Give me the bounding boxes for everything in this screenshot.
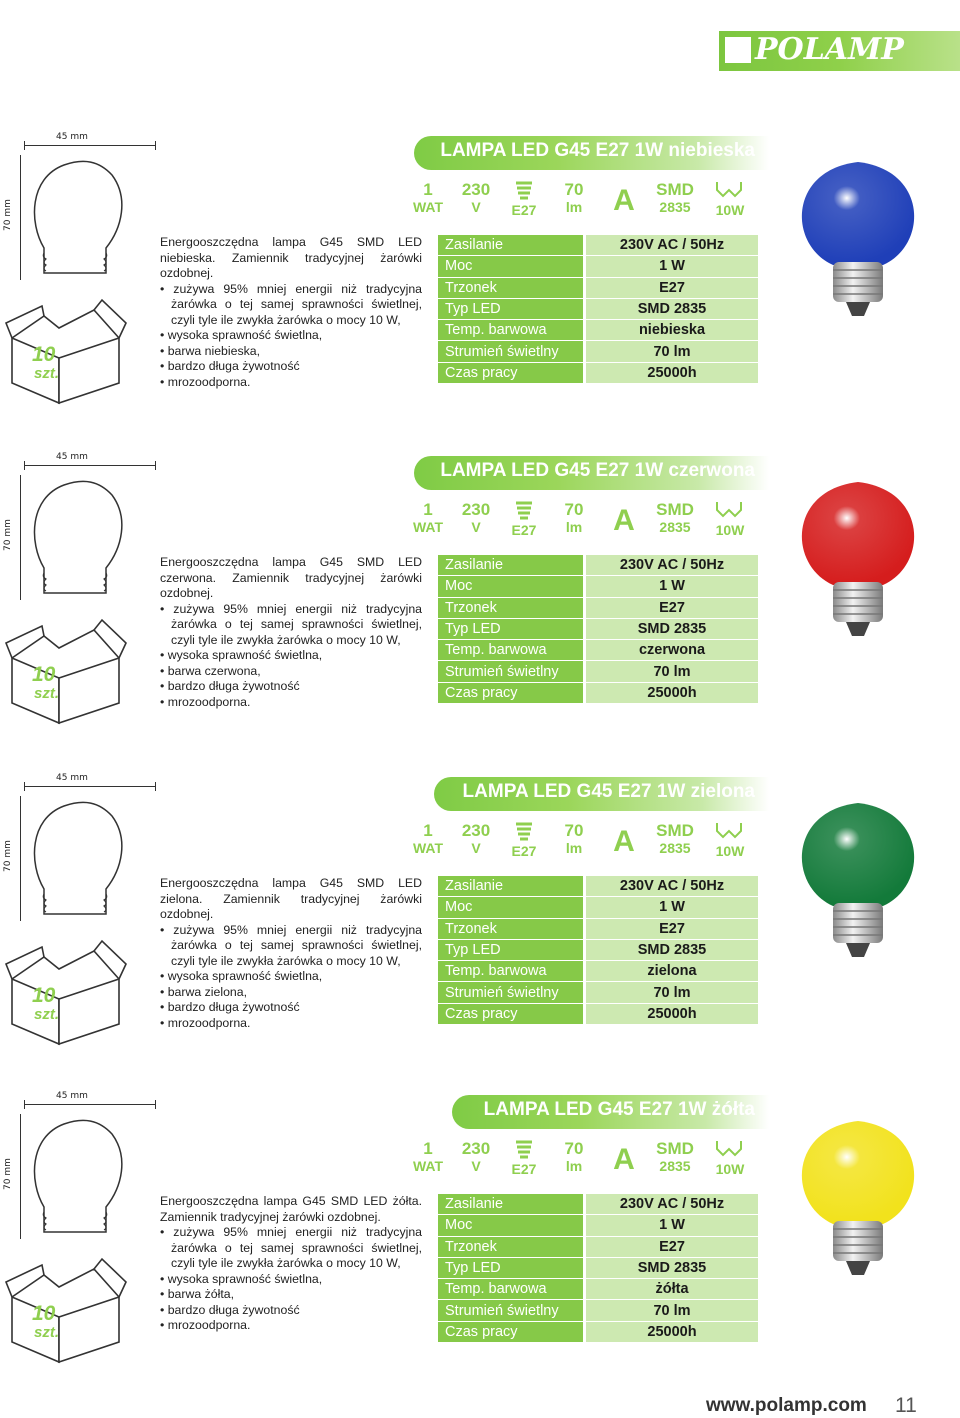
box-quantity-unit: szt. xyxy=(34,1324,60,1341)
description-bullet: • wysoka sprawność świetlna, xyxy=(160,648,323,662)
spec-value: 70 lm xyxy=(585,1300,759,1321)
box-quantity: 10 xyxy=(32,343,56,366)
socket-icon-top xyxy=(501,180,547,202)
spec-row xyxy=(438,876,758,897)
spec-value: SMD 2835 xyxy=(585,939,759,960)
voltage-icon-bottom: V xyxy=(471,199,481,215)
product-bulb-image xyxy=(778,460,938,640)
description-intro: Energooszczędna lampa G45 SMD LED czerwona. Zamiennik tradycyjnej żarówki ozdobnej. xyxy=(160,555,422,600)
wat-icon-top: 1 xyxy=(423,500,433,519)
lumen-icon xyxy=(551,821,597,867)
socket-icon-bottom: E27 xyxy=(511,522,537,538)
spec-label: Temp. barwowa xyxy=(438,1279,585,1300)
spec-label: Strumień świetlny xyxy=(438,1300,585,1321)
socket-icon xyxy=(501,500,547,546)
smd-icon-bottom: 2835 xyxy=(659,840,691,856)
bulb-outline-drawing xyxy=(24,153,134,283)
description-bullet: • bardzo długa żywotność xyxy=(160,359,300,373)
smd-icon-top: SMD xyxy=(656,821,694,840)
spec-row xyxy=(438,661,758,682)
lumen-icon-bottom: lm xyxy=(565,519,583,535)
spec-label: Strumień świetlny xyxy=(438,982,585,1003)
width-dimension-label: 45 mm xyxy=(56,1091,88,1101)
width-dimension-label: 45 mm xyxy=(56,132,88,142)
socket-icon-top xyxy=(501,500,547,522)
spec-row xyxy=(438,256,758,277)
spec-row xyxy=(438,618,758,639)
feature-icons xyxy=(405,1139,755,1187)
spec-label: Temp. barwowa xyxy=(438,640,585,661)
package-box-icon xyxy=(4,1257,129,1367)
spec-row xyxy=(438,1236,758,1257)
wat-icon-bottom: WAT xyxy=(412,1158,444,1174)
lumen-icon-top: 70 xyxy=(564,500,584,519)
spec-row xyxy=(438,555,758,576)
product-title-bar xyxy=(414,456,769,490)
socket-icon-bottom: E27 xyxy=(511,1161,537,1177)
spec-label: Typ LED xyxy=(438,939,585,960)
spec-row xyxy=(438,1300,758,1321)
product-bulb-image xyxy=(778,140,938,320)
lumen-icon-top: 70 xyxy=(564,1139,584,1158)
spec-label: Trzonek xyxy=(438,277,585,298)
logo-text: POLAMP xyxy=(755,32,904,67)
spec-table xyxy=(438,235,758,384)
spec-row xyxy=(438,1279,758,1300)
width-dimension xyxy=(24,452,156,469)
energy-class-icon xyxy=(601,1139,647,1185)
package-box-icon xyxy=(4,618,129,728)
equivalent-icon-bottom: 10W xyxy=(715,202,745,218)
lumen-icon-bottom: lm xyxy=(565,1158,583,1174)
voltage-icon-top: 230 xyxy=(461,821,491,840)
voltage-icon xyxy=(453,180,499,226)
package-box-icon xyxy=(4,298,129,408)
socket-icon xyxy=(501,821,547,867)
smd-icon-top: SMD xyxy=(656,180,694,199)
spec-value: E27 xyxy=(585,918,759,939)
spec-value: 25000h xyxy=(585,1321,759,1342)
spec-value: 70 lm xyxy=(585,661,759,682)
product-title: LAMPA LED G45 E27 1W niebieska xyxy=(440,140,755,161)
lumen-icon xyxy=(551,1139,597,1185)
equivalent-icon-bottom: 10W xyxy=(715,522,745,538)
spec-label: Moc xyxy=(438,1215,585,1236)
spec-value: 230V AC / 50Hz xyxy=(585,1194,759,1215)
smd-icon-bottom: 2835 xyxy=(659,1158,691,1174)
wat-icon-bottom: WAT xyxy=(412,840,444,856)
energy-class-icon-top: A xyxy=(613,1143,635,1176)
spec-row xyxy=(438,1215,758,1236)
spec-label: Moc xyxy=(438,897,585,918)
spec-label: Zasilanie xyxy=(438,876,585,897)
description-bullet: • mrozoodporna. xyxy=(160,694,251,709)
wat-icon-bottom: WAT xyxy=(412,199,444,215)
spec-value: 1 W xyxy=(585,576,759,597)
product-bulb-image xyxy=(778,1099,938,1279)
equivalent-icon-top xyxy=(707,180,753,202)
description-bullet: • wysoka sprawność świetlna, xyxy=(160,1271,323,1286)
smd-icon-bottom: 2835 xyxy=(659,199,691,215)
spec-value: 70 lm xyxy=(585,982,759,1003)
spec-label: Czas pracy xyxy=(438,1321,585,1342)
equivalent-icon xyxy=(707,180,753,226)
description-bullet: • mrozoodporna. xyxy=(160,1015,251,1030)
spec-label: Czas pracy xyxy=(438,682,585,703)
equivalent-icon-bottom: 10W xyxy=(715,1161,745,1177)
spec-label: Temp. barwowa xyxy=(438,320,585,341)
height-dimension-label: 70 mm xyxy=(3,199,13,231)
equivalent-icon-top xyxy=(707,821,753,843)
socket-icon-top xyxy=(501,821,547,843)
product-bulb-image xyxy=(778,781,938,961)
box-quantity: 10 xyxy=(32,1302,56,1325)
spec-row xyxy=(438,1257,758,1278)
spec-row xyxy=(438,1003,758,1024)
voltage-icon-top: 230 xyxy=(461,180,491,199)
wat-icon-bottom: WAT xyxy=(412,519,444,535)
spec-value: 70 lm xyxy=(585,341,759,362)
spec-label: Moc xyxy=(438,256,585,277)
height-dimension xyxy=(0,475,22,600)
height-dimension xyxy=(0,796,22,921)
product-section xyxy=(0,452,960,755)
spec-value: 1 W xyxy=(585,256,759,277)
description-bullet: • zużywa 95% mniej energii niż tradycyjna żarówka o tej samej sprawności świetlnej, czyli tyle ile zwykła żarówka o mocy 10 W, xyxy=(160,601,422,647)
voltage-icon xyxy=(453,1139,499,1185)
wat-icon-top: 1 xyxy=(423,180,433,199)
spec-value: czerwona xyxy=(585,640,759,661)
socket-icon xyxy=(501,180,547,226)
voltage-icon-bottom: V xyxy=(471,840,481,856)
product-title: LAMPA LED G45 E27 1W zielona xyxy=(462,781,755,802)
socket-icon-bottom: E27 xyxy=(511,202,537,218)
energy-class-icon xyxy=(601,180,647,226)
spec-value: E27 xyxy=(585,597,759,618)
energy-class-icon xyxy=(601,821,647,867)
description-bullet: • mrozoodporna. xyxy=(160,374,251,389)
spec-row xyxy=(438,362,758,383)
product-description xyxy=(160,1194,422,1334)
spec-value: niebieska xyxy=(585,320,759,341)
height-dimension-label: 70 mm xyxy=(3,840,13,872)
socket-icon-bottom: E27 xyxy=(511,843,537,859)
product-description xyxy=(160,555,422,710)
width-dimension-label: 45 mm xyxy=(56,452,88,462)
lumen-icon-top: 70 xyxy=(564,821,584,840)
feature-icons xyxy=(405,500,755,548)
equivalent-icon xyxy=(707,1139,753,1185)
description-intro: Energooszczędna lampa G45 SMD LED niebieska. Zamiennik tradycyjnej żarówki ozdobnej. xyxy=(160,235,422,280)
spec-table xyxy=(438,876,758,1025)
spec-row xyxy=(438,1321,758,1342)
spec-value: 1 W xyxy=(585,1215,759,1236)
spec-label: Strumień świetlny xyxy=(438,661,585,682)
spec-row xyxy=(438,320,758,341)
spec-row xyxy=(438,298,758,319)
spec-label: Trzonek xyxy=(438,597,585,618)
product-title: LAMPA LED G45 E27 1W żółta xyxy=(483,1099,755,1120)
spec-table xyxy=(438,555,758,704)
spec-label: Moc xyxy=(438,576,585,597)
wat-icon xyxy=(405,180,451,226)
voltage-icon xyxy=(453,821,499,867)
spec-row xyxy=(438,597,758,618)
spec-row xyxy=(438,277,758,298)
spec-value: żółta xyxy=(585,1279,759,1300)
feature-icons xyxy=(405,821,755,869)
spec-label: Typ LED xyxy=(438,1257,585,1278)
spec-label: Temp. barwowa xyxy=(438,961,585,982)
equivalent-icon-bottom: 10W xyxy=(715,843,745,859)
product-section xyxy=(0,1091,960,1394)
spec-label: Czas pracy xyxy=(438,1003,585,1024)
lumen-icon-top: 70 xyxy=(564,180,584,199)
footer-url[interactable]: www.polamp.com xyxy=(706,1395,867,1416)
description-bullet: • zużywa 95% mniej energii niż tradycyjna żarówka o tej samej sprawności świetlnej, czyli tyle ile zwykła żarówka o mocy 10 W, xyxy=(160,281,422,327)
feature-icons xyxy=(405,180,755,228)
spec-row xyxy=(438,235,758,256)
equivalent-icon-top xyxy=(707,1139,753,1161)
spec-label: Typ LED xyxy=(438,618,585,639)
voltage-icon-bottom: V xyxy=(471,519,481,535)
voltage-icon-top: 230 xyxy=(461,500,491,519)
spec-value: 1 W xyxy=(585,897,759,918)
spec-row xyxy=(438,341,758,362)
width-dimension-label: 45 mm xyxy=(56,773,88,783)
wat-icon xyxy=(405,1139,451,1185)
height-dimension xyxy=(0,155,22,280)
box-quantity-unit: szt. xyxy=(34,365,60,382)
energy-class-icon xyxy=(601,500,647,546)
page-number: 11 xyxy=(895,1394,917,1417)
spec-value: E27 xyxy=(585,1236,759,1257)
equivalent-icon xyxy=(707,821,753,867)
spec-table xyxy=(438,1194,758,1343)
bulb-outline-drawing xyxy=(24,1112,134,1242)
smd-icon xyxy=(652,180,698,226)
width-dimension xyxy=(24,1091,156,1108)
product-title-bar xyxy=(434,777,769,811)
socket-icon-top xyxy=(501,1139,547,1161)
bulb-outline-drawing xyxy=(24,794,134,924)
spec-label: Strumień świetlny xyxy=(438,341,585,362)
spec-row xyxy=(438,982,758,1003)
spec-value: 230V AC / 50Hz xyxy=(585,235,759,256)
product-description xyxy=(160,876,422,1031)
width-dimension xyxy=(24,132,156,149)
product-section xyxy=(0,773,960,1076)
polamp-logo xyxy=(719,31,960,71)
description-bullet: • barwa niebieska, xyxy=(160,343,261,358)
spec-label: Trzonek xyxy=(438,1236,585,1257)
wat-icon-top: 1 xyxy=(423,821,433,840)
description-bullet: • barwa żółta, xyxy=(160,1287,235,1301)
spec-value: SMD 2835 xyxy=(585,1257,759,1278)
product-title-bar xyxy=(414,136,769,170)
spec-row xyxy=(438,576,758,597)
energy-class-icon-top: A xyxy=(613,504,635,537)
description-intro: Energooszczędna lampa G45 SMD LED zielona. Zamiennik tradycyjnej żarówki ozdobnej. xyxy=(160,876,422,921)
smd-icon xyxy=(652,1139,698,1185)
wat-icon-top: 1 xyxy=(423,1139,433,1158)
spec-row xyxy=(438,897,758,918)
spec-value: 25000h xyxy=(585,1003,759,1024)
description-bullet: • wysoka sprawność świetlna, xyxy=(160,969,323,983)
description-bullet: • bardzo długa żywotność xyxy=(160,679,300,693)
voltage-icon xyxy=(453,500,499,546)
lumen-icon-bottom: lm xyxy=(565,840,583,856)
spec-value: SMD 2835 xyxy=(585,298,759,319)
spec-value: 25000h xyxy=(585,362,759,383)
spec-label: Trzonek xyxy=(438,918,585,939)
bulb-outline-drawing xyxy=(24,473,134,603)
spec-label: Zasilanie xyxy=(438,235,585,256)
description-bullet: • wysoka sprawność świetlna, xyxy=(160,328,323,342)
spec-value: SMD 2835 xyxy=(585,618,759,639)
spec-value: 230V AC / 50Hz xyxy=(585,876,759,897)
height-dimension-label: 70 mm xyxy=(3,1158,13,1190)
product-title-bar xyxy=(452,1095,769,1129)
height-dimension xyxy=(0,1114,22,1239)
height-dimension-label: 70 mm xyxy=(3,519,13,551)
spec-value: E27 xyxy=(585,277,759,298)
description-bullet: • barwa zielona, xyxy=(160,984,248,999)
description-bullet: • mrozoodporna. xyxy=(160,1318,251,1332)
energy-class-icon-top: A xyxy=(613,825,635,858)
voltage-icon-bottom: V xyxy=(471,1158,481,1174)
spec-label: Czas pracy xyxy=(438,362,585,383)
spec-row xyxy=(438,939,758,960)
package-box-icon xyxy=(4,939,129,1049)
equivalent-icon-top xyxy=(707,500,753,522)
spec-row xyxy=(438,682,758,703)
spec-value: 25000h xyxy=(585,682,759,703)
smd-icon-top: SMD xyxy=(656,1139,694,1158)
smd-icon-bottom: 2835 xyxy=(659,519,691,535)
energy-class-icon-top: A xyxy=(613,184,635,217)
wat-icon xyxy=(405,500,451,546)
equivalent-icon xyxy=(707,500,753,546)
product-title: LAMPA LED G45 E27 1W czerwona xyxy=(440,460,755,481)
box-quantity: 10 xyxy=(32,984,56,1007)
product-description xyxy=(160,235,422,390)
description-bullet: • bardzo długa żywotność xyxy=(160,1000,300,1014)
logo-square-icon xyxy=(725,37,751,63)
smd-icon-top: SMD xyxy=(656,500,694,519)
spec-label: Zasilanie xyxy=(438,555,585,576)
lumen-icon xyxy=(551,500,597,546)
smd-icon xyxy=(652,500,698,546)
spec-value: 230V AC / 50Hz xyxy=(585,555,759,576)
spec-value: zielona xyxy=(585,961,759,982)
smd-icon xyxy=(652,821,698,867)
box-quantity-unit: szt. xyxy=(34,685,60,702)
description-bullet: • barwa czerwona, xyxy=(160,663,261,678)
description-intro: Energooszczędna lampa G45 SMD LED żółta. Zamiennik tradycyjnej żarówki ozdobnej. xyxy=(160,1194,422,1224)
spec-row xyxy=(438,918,758,939)
socket-icon xyxy=(501,1139,547,1185)
spec-row xyxy=(438,1194,758,1215)
spec-label: Zasilanie xyxy=(438,1194,585,1215)
width-dimension xyxy=(24,773,156,790)
spec-row xyxy=(438,640,758,661)
description-bullet: • zużywa 95% mniej energii niż tradycyjna żarówka o tej samej sprawności świetlnej, czyli tyle ile zwykła żarówka o mocy 10 W, xyxy=(160,922,422,968)
spec-row xyxy=(438,961,758,982)
box-quantity: 10 xyxy=(32,663,56,686)
lumen-icon-bottom: lm xyxy=(565,199,583,215)
wat-icon xyxy=(405,821,451,867)
box-quantity-unit: szt. xyxy=(34,1006,60,1023)
spec-label: Typ LED xyxy=(438,298,585,319)
voltage-icon-top: 230 xyxy=(461,1139,491,1158)
product-section xyxy=(0,132,960,435)
lumen-icon xyxy=(551,180,597,226)
description-bullet: • zużywa 95% mniej energii niż tradycyjna żarówka o tej samej sprawności świetlnej, czyli tyle ile zwykła żarówka o mocy 10 W, xyxy=(160,1225,422,1270)
description-bullet: • bardzo długa żywotność xyxy=(160,1302,300,1317)
